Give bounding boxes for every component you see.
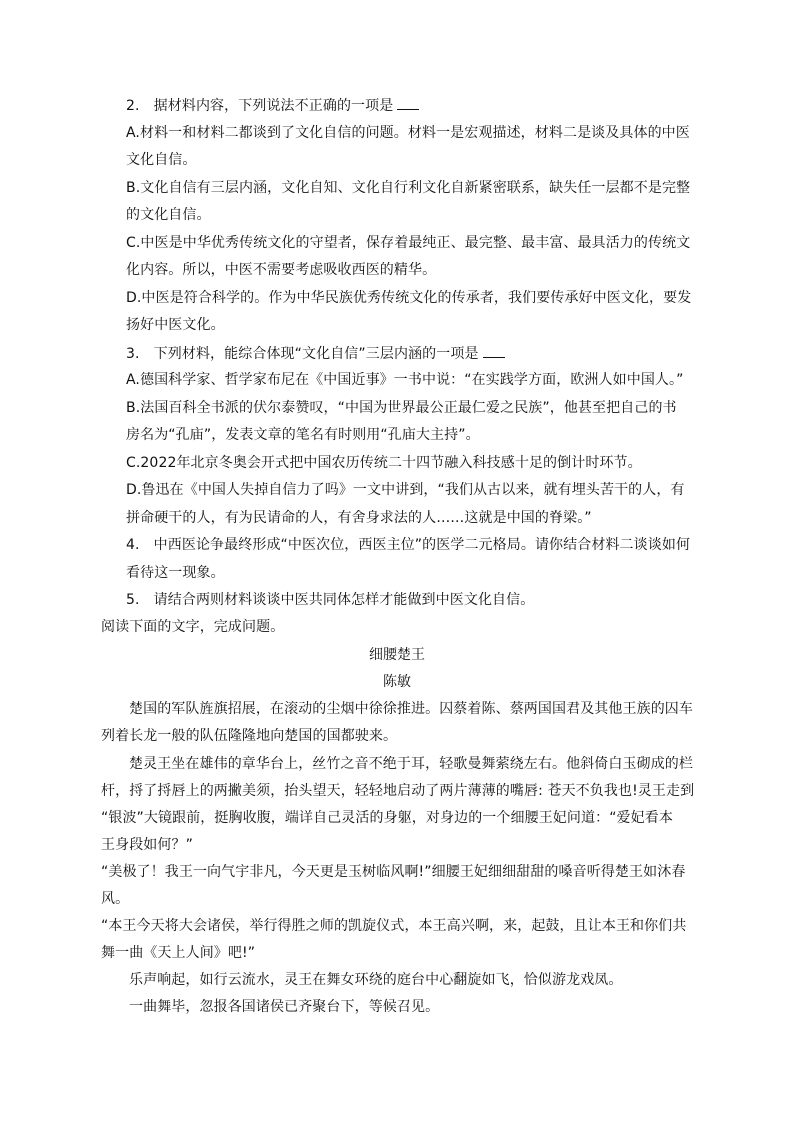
paragraph-1: 楚国的军队旌旗招展，在滚动的尘烟中徐徐推进。囚蔡着陈、蔡两国国君及其他王族的囚车 xyxy=(129,701,693,717)
paragraph-1-cont: 列着长龙一般的队伍隆隆地向楚国的国都驶来。 xyxy=(101,728,398,744)
q3-option-c: C.2022年北京冬奥会开式把中国农历传统二十四节融入科技感十足的倒计时环节。 xyxy=(126,455,642,471)
q2-option-a-cont: 文化自信。 xyxy=(126,152,197,168)
q3-option-d-cont: 拼命硬干的人，有为民请命的人，有舍身求法的人……这就是中国的脊梁。” xyxy=(126,510,592,526)
reading-intro: 阅读下面的文字，完成问题。 xyxy=(101,619,285,635)
q2-option-a: A.材料一和材料二都谈到了文化自信的问题。材料一是宏观描述，材料二是谈及具体的中医 xyxy=(126,125,690,141)
paragraph-4: “本王今天将大会诸侯，举行得胜之师的凯旋仪式，本王高兴啊，来，起鼓，且让本王和你们共 xyxy=(101,918,687,934)
passage-title: 细腰楚王 xyxy=(369,647,425,663)
answer-blank xyxy=(483,343,505,358)
q3-option-a: A.德国科学家、哲学家布尼在《中国近事》一书中说：“在实践学方面，欧洲人如中国人。” xyxy=(126,372,684,388)
paragraph-2-cont-3: 王身段如何？” xyxy=(101,837,193,853)
q3-option-b: B.法国百科全书派的伏尔泰赞叹，“中国为世界最公正最仁爱之民族”，他甚至把自己的书 xyxy=(126,400,677,416)
answer-blank xyxy=(397,95,419,110)
paragraph-3-cont: 风。 xyxy=(101,891,130,907)
q4-stem: 4. 中西医论争最终形成“中医次位，西医主位”的医学二元格局。请你结合材料二谈谈如何 xyxy=(126,537,691,553)
q2-option-b-cont: 的文化自信。 xyxy=(126,207,211,223)
paragraph-6: 一曲舞毕，忽报各国诸侯已齐聚台下，等候召见。 xyxy=(129,999,440,1015)
q2-stem: 2. 据材料内容，下列说法不正确的一项是 xyxy=(126,95,419,116)
q2-option-b: B.文化自信有三层内涵，文化自知、文化自行利文化自新紧密联系，缺失任一层都不是完整 xyxy=(126,180,691,196)
q3-stem: 3. 下列材料，能综合体现“文化自信”三层内涵的一项是 xyxy=(126,343,505,364)
q2-option-c: C.中医是中华优秀传统文化的守望者，保存着最纯正、最完整、最丰富、最具活力的传统文 xyxy=(126,235,691,251)
paragraph-2-cont-1: 杆，捋了捋唇上的两撇美须，抬头望天，轻轻地启动了两片薄薄的嘴唇: 苍天不负我也!灵王走到 xyxy=(101,783,695,799)
q2-option-d-cont: 扬好中医文化。 xyxy=(126,317,225,333)
passage-author: 陈敏 xyxy=(383,674,411,690)
paragraph-2: 楚灵王坐在雄伟的章华台上，丝竹之音不绝于耳，轻歌曼舞萦绕左右。他斜倚白玉砌成的栏 xyxy=(129,756,693,772)
q3-option-d: D.鲁迅在《中国人失掉自信力了吗》一文中讲到，“我们从古以来，就有埋头苦干的人，有 xyxy=(126,482,685,498)
q3-option-b-cont: 房名为“孔庙”，发表文章的笔名有时则用“孔庙大主持”。 xyxy=(126,427,480,443)
q4-stem-cont: 看待这一现象。 xyxy=(126,565,225,581)
paragraph-4-cont: 舞一曲《天上人间》吧!” xyxy=(101,945,256,961)
q5-stem: 5. 请结合两则材料谈谈中医共同体怎样才能做到中医文化自信。 xyxy=(126,592,535,608)
paragraph-5: 乐声响起，如行云流水，灵王在舞女环绕的庭台中心翻旋如飞，恰似游龙戏凤。 xyxy=(129,972,623,988)
q2-option-d: D.中医是符合科学的。作为中华民族优秀传统文化的传承者，我们要传承好中医文化，要发 xyxy=(126,290,692,306)
q2-option-c-cont: 化内容。所以，中医不需要考虑吸收西医的精华。 xyxy=(126,262,437,278)
paragraph-2-cont-2: “银波”大镜跟前，挺胸收腹，端详自己灵活的身躯，对身边的一个细腰王妃问道：“爱妃看本 xyxy=(101,810,673,826)
paragraph-3: “美极了！我王一向气宇非凡，今天更是玉树临风啊!”细腰王妃细细甜甜的嗓音听得楚王如沐春 xyxy=(101,864,686,880)
